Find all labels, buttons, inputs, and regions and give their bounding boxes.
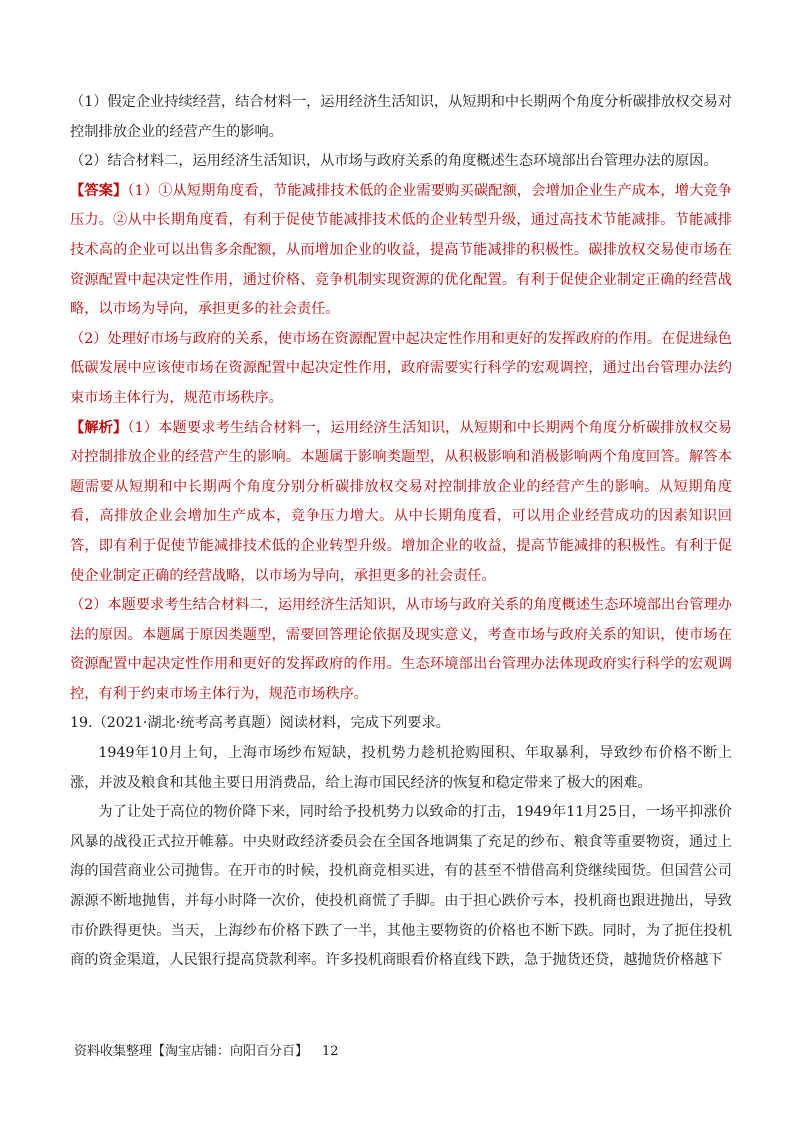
question-19-header: 19.（2021·湖北·统考高考真题）阅读材料，完成下列要求。 (70, 715, 450, 732)
page-number: 12 (322, 1044, 339, 1059)
analysis-part-1-text: （1）本题要求考生结合材料一，运用经济生活知识，从短期和中长期两个角度分析碳排放权交易对控制排放企业的经营产生的影响。本题属于影响类题型，从积极影响和消极影响两个角度回答。解答本题需要从短期和中长期两个角度分别分析碳排放权交易对控制排放企业的经营产生的影响。从短期角度看，高排放企业会增加生产成本，竞争压力增大。从中长期角度看，可以用企业经营成功的因素知识回答，即有利于促使节能减排技术低的企业转型升级。增加企业的收益，提高节能减排的积极性。有利于促使企业制定正确的经营战略，以市场为导向，承担更多的社会责任。 (70, 419, 732, 584)
page-footer (74, 1040, 339, 1059)
analysis-part-1 (70, 414, 732, 592)
answer-part-2: （2）处理好市场与政府的关系，使市场在资源配置中起决定性作用和更好的发挥政府的作用。在促进绿色低碳发展中应该使市场在资源配置中起决定性作用，政府需要实行科学的宏观调控，通过出台管理办法约束市场主体行为，规范市场秩序。 (70, 330, 732, 406)
analysis-part-2: （2）本题要求考生结合材料二，运用经济生活知识，从市场与政府关系的角度概述生态环境部出台管理办法的原因。本题属于原因类题型，需要回答理论依据及现实意义，考查市场与政府关系的知识，使市场在资源配置中起决定性作用和更好的发挥政府的作用。生态环境部出台管理办法体现政府实行科学的宏观调控，有利于约束市场主体行为，规范市场秩序。 (70, 597, 732, 702)
material-paragraph-2: 为了让处于高位的物价降下来，同时给予投机势力以致命的打击，1949年11月25日，一场平抑涨价风暴的战役正式拉开帷幕。中央财政经济委员会在全国各地调集了充足的纱布、粮食等重要物资，通过上海的国营商业公司抛售。在开市的时候，投机商竞相买进，有的甚至不惜借高利贷继续囤货。但国营公司源源不断地抛售，并每小时降一次价，使投机商慌了手脚。由于担心跌价亏本，投机商也跟进抛出，导致市价跌得更快。当天，上海纱布价格下跌了一半，其他主要物资的价格也不断下跌。同时，为了扼住投机商的资金渠道，人民银行提高贷款利率。许多投机商眼看价格直线下跌，急于抛货还贷，越抛货价格越下 (70, 804, 732, 969)
question-1: （1）假定企业持续经营，结合材料一，运用经济生活知识，从短期和中长期两个角度分析碳排放权交易对控制排放企业的经营产生的影响。 (70, 94, 732, 140)
answer-part-1-text: （1）①从短期角度看，节能减排技术低的企业需要购买碳配额，会增加企业生产成本，增大竞争压力。②从中长期角度看，有利于促使节能减排技术低的企业转型升级，通过高技术节能减排。节能减排技术高的企业可以出售多余配额，从而增加企业的收益，提高节能减排的积极性。碳排放权交易使市场在资源配置中起决定性作用，通过价格、竞争机制实现资源的优化配置。有利于促使企业制定正确的经营战略，以市场为导向，承担更多的社会责任。 (70, 182, 732, 318)
answer-part-1 (70, 177, 732, 325)
footer-source-text: 资料收集整理【淘宝店铺：向阳百分百】 (74, 1044, 309, 1059)
analysis-tag: 【解析】 (70, 419, 128, 436)
answer-tag: 【答案】 (70, 182, 128, 199)
material-paragraph-1: 1949年10月上旬，上海市场纱布短缺，投机势力趁机抢购囤积、年取暴利，导致纱布价格不断上涨，并波及粮食和其他主要日用消费品，给上海市国民经济的恢复和稳定带来了极大的困难。 (70, 745, 732, 791)
question-2: （2）结合材料二，运用经济生活知识，从市场与政府关系的角度概述生态环境部出台管理办法的原因。 (70, 153, 718, 170)
document-page (70, 88, 732, 976)
